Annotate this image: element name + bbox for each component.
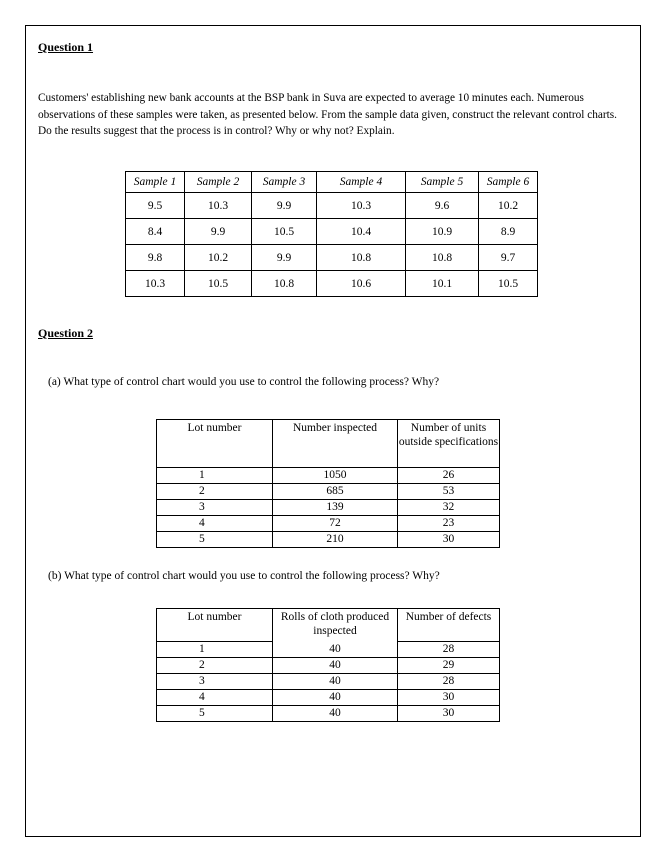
lot-inspection-table [156, 419, 500, 548]
table-cell: 40 [273, 706, 398, 722]
table-header-cell: Number of units outside specifications [398, 420, 500, 468]
table-header-cell: Lot number [157, 420, 273, 468]
table-row [157, 706, 500, 722]
table-header-cell: Sample 5 [406, 172, 479, 193]
table-header-cell: Sample 3 [252, 172, 317, 193]
cloth-defects-table [156, 608, 500, 722]
table-cell: 10.3 [317, 193, 406, 219]
table-cell: 5 [157, 706, 273, 722]
table-cell: 10.1 [406, 271, 479, 297]
table-row [157, 690, 500, 706]
table-cell: 9.7 [479, 245, 538, 271]
table-cell: 29 [398, 658, 500, 674]
table-cell: 32 [398, 500, 500, 516]
table-header-row [157, 420, 500, 468]
table-row [157, 484, 500, 500]
table-cell: 10.5 [252, 219, 317, 245]
table-cell: 10.8 [252, 271, 317, 297]
table-cell: 30 [398, 532, 500, 548]
table-row [157, 468, 500, 484]
table-cell: 8.4 [126, 219, 185, 245]
table-cell: 10.8 [317, 245, 406, 271]
table-row [157, 516, 500, 532]
table-row [126, 245, 538, 271]
question-2-heading: Question 2 [38, 326, 94, 340]
table-cell: 72 [273, 516, 398, 532]
question-2a-text: (a) What type of control chart would you use to control the following process? Why? [48, 376, 440, 388]
table-cell: 53 [398, 484, 500, 500]
table-row [157, 674, 500, 690]
table-cell: 10.8 [406, 245, 479, 271]
table-row [157, 532, 500, 548]
table-cell: 9.5 [126, 193, 185, 219]
table-header-cell: Number inspected [273, 420, 398, 468]
table-cell: 9.9 [252, 245, 317, 271]
table-header-row [157, 609, 500, 642]
table-cell: 10.3 [126, 271, 185, 297]
table-row [157, 642, 500, 658]
table-row [126, 193, 538, 219]
table-cell: 4 [157, 690, 273, 706]
table-cell: 4 [157, 516, 273, 532]
table-cell: 2 [157, 484, 273, 500]
table-header-row [126, 172, 538, 193]
table-header-cell: Sample 1 [126, 172, 185, 193]
table-cell: 23 [398, 516, 500, 532]
table-header-cell: Lot number [157, 609, 273, 642]
table-row [126, 219, 538, 245]
table-cell: 40 [273, 658, 398, 674]
table-cell: 3 [157, 500, 273, 516]
table-row [157, 658, 500, 674]
table-cell: 1050 [273, 468, 398, 484]
table-cell: 10.9 [406, 219, 479, 245]
table-cell: 10.6 [317, 271, 406, 297]
table-cell: 40 [273, 642, 398, 658]
table-cell: 28 [398, 674, 500, 690]
table-cell: 1 [157, 468, 273, 484]
table-cell: 40 [273, 674, 398, 690]
question-2b-text: (b) What type of control chart would you use to control the following process? Why? [48, 570, 440, 582]
table-cell: 28 [398, 642, 500, 658]
table-cell: 210 [273, 532, 398, 548]
table-cell: 30 [398, 690, 500, 706]
table-header-cell: Number of defects [398, 609, 500, 642]
table-cell: 1 [157, 642, 273, 658]
table-cell: 10.5 [479, 271, 538, 297]
table-cell: 10.3 [185, 193, 252, 219]
table-cell: 9.9 [185, 219, 252, 245]
table-cell: 3 [157, 674, 273, 690]
table-row [126, 271, 538, 297]
table-cell: 30 [398, 706, 500, 722]
table-cell: 139 [273, 500, 398, 516]
table-cell: 10.4 [317, 219, 406, 245]
question-1-heading: Question 1 [38, 40, 94, 54]
table-cell: 9.6 [406, 193, 479, 219]
table-header-cell: Sample 2 [185, 172, 252, 193]
table-cell: 9.9 [252, 193, 317, 219]
table-cell: 10.2 [185, 245, 252, 271]
table-cell: 40 [273, 690, 398, 706]
question-1-text: Customers' establishing new bank accounts at the BSP bank in Suva are expected to average 10 minutes each. Numerous observations of these samples were taken, as presented below. From the sample data given, construct the relevant control charts. Do the results suggest that the process is in control? Why or why not? Explain. [38, 92, 617, 137]
table-cell: 10.2 [479, 193, 538, 219]
table-cell: 26 [398, 468, 500, 484]
table-cell: 2 [157, 658, 273, 674]
table-cell: 685 [273, 484, 398, 500]
table-header-cell: Sample 4 [317, 172, 406, 193]
table-cell: 5 [157, 532, 273, 548]
table-cell: 9.8 [126, 245, 185, 271]
table-cell: 10.5 [185, 271, 252, 297]
samples-table [125, 171, 538, 297]
table-header-cell: Rolls of cloth produced inspected [273, 609, 398, 642]
table-header-cell: Sample 6 [479, 172, 538, 193]
table-cell: 8.9 [479, 219, 538, 245]
table-row [157, 500, 500, 516]
